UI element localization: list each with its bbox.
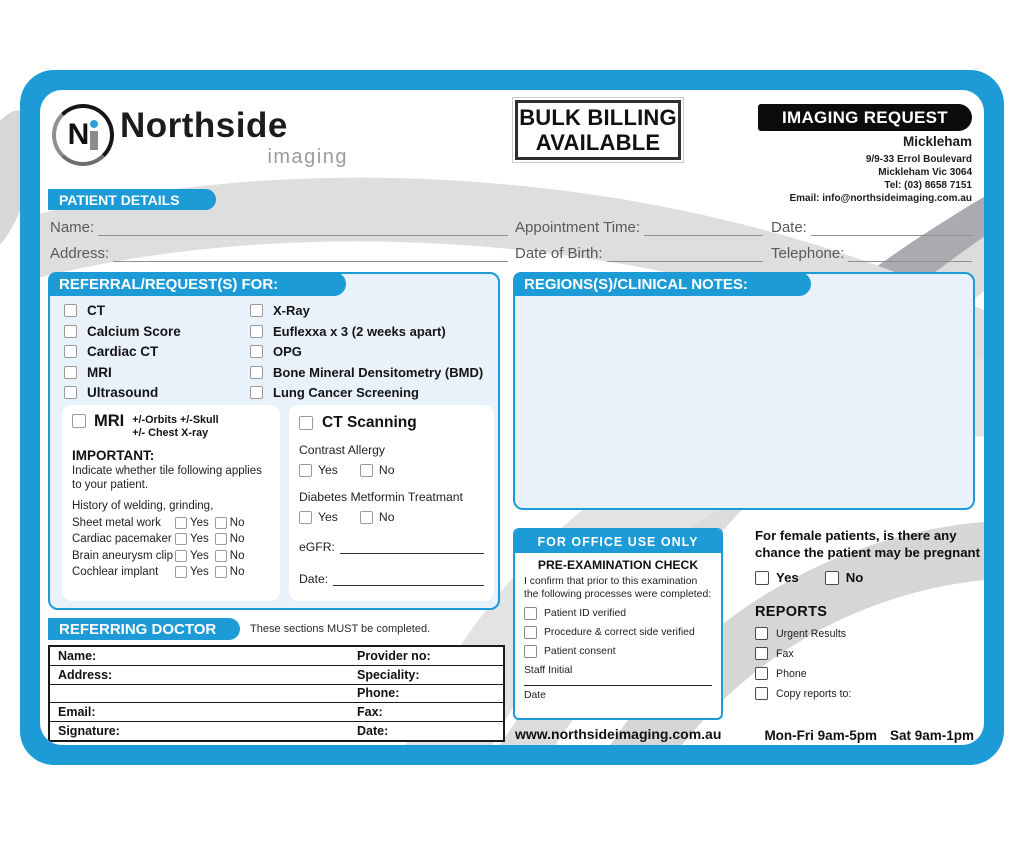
yes-label: Yes [318,510,338,524]
diabetes-metformin-label: Diabetes Metformin Treatmant [299,490,463,504]
aneurysm-clip-label: Brain aneurysm clip [72,549,173,562]
option-euflexxa [250,324,483,339]
table-row[interactable] [50,665,503,684]
bmd-label: Bone Mineral Densitometry (BMD) [273,364,484,380]
diabetes-yes-checkbox[interactable] [299,511,312,524]
report-item-fax [755,647,975,660]
ct-date-label: Date: [299,572,329,586]
form-panel [40,90,984,745]
name-label: Name: [50,219,95,236]
date-input-line[interactable] [811,219,972,236]
office-item-procedure [524,626,712,639]
patient-details-header: PATIENT DETAILS [48,189,216,210]
mri-subtitle-line1: +/-Orbits +/-Skull [132,414,219,426]
xray-label: X-Ray [273,303,310,318]
clinical-notes-area[interactable] [521,298,967,502]
doctor-address-label: Address: [58,667,113,682]
lung-cancer-screening-checkbox[interactable] [250,386,263,399]
cochlear-implant-yes-checkbox[interactable] [175,566,187,578]
speciality-label: Speciality: [357,667,420,682]
yes-label: Yes [190,549,209,562]
egfr-label: eGFR: [299,540,335,554]
patient-id-label: Patient ID verified [544,608,627,619]
logo-wordmark: Northside [120,106,288,145]
pacemaker-no-checkbox[interactable] [215,533,227,545]
phone-label: Phone [776,667,807,680]
no-label: No [229,549,245,562]
consent-label: Patient consent [544,646,616,657]
mri-row-cochlear-implant [72,566,270,578]
address-field [50,242,508,262]
mri-row-aneurysm-clip [72,550,270,562]
procedure-label: Procedure & correct side verified [544,627,695,638]
mri-important-text: Indicate whether tile following applies to your patient. [72,465,262,491]
option-lung-cancer-screening [250,385,483,400]
mri-row-sheet-metal [72,517,270,529]
cardiac-ct-checkbox[interactable] [64,345,77,358]
yes-label: Yes [190,566,209,578]
clinic-phone: Tel: (03) 8658 7151 [884,180,972,191]
logo-i-dot [90,120,98,128]
clinic-name: Mickleham [902,134,972,149]
office-date-field[interactable]: Date [524,690,546,701]
appointment-time-input-line[interactable] [644,219,763,236]
referral-section-header: REFERRAL/REQUEST(S) FOR: [48,272,346,296]
signature-label: Signature: [58,724,120,739]
no-label: No [845,570,864,585]
clinic-email: Email: info@northsideimaging.com.au [789,193,972,204]
procedure-checkbox[interactable] [524,626,537,639]
office-item-consent [524,645,712,658]
bulk-billing-line2: AVAILABLE [535,130,661,155]
office-confirm-text: I confirm that prior to this examination the following processes were completed: [524,576,712,600]
pregnancy-question [755,528,980,585]
option-ct [64,303,181,318]
mri-subtitle-line2: +/- Chest X-ray [132,426,209,439]
logo [52,104,114,166]
phone-checkbox[interactable] [755,667,768,680]
doctor-date-label: Date: [357,724,389,739]
opg-checkbox[interactable] [250,345,263,358]
report-item-copy-reports [755,687,975,700]
patient-id-checkbox[interactable] [524,607,537,620]
table-row[interactable] [50,721,503,740]
referral-section [48,272,500,610]
no-label: No [378,463,395,477]
yes-label: Yes [776,570,799,585]
pregnancy-no-checkbox[interactable] [825,571,839,585]
ultrasound-label: Ultrasound [87,385,159,400]
referring-doctor-header: REFERRING DOCTOR [48,618,240,640]
saturday-hours: Sat 9am-1pm [889,728,974,743]
clinic-address-line2: Mickleham Vic 3064 [878,167,972,178]
sheet-metal-no-checkbox[interactable] [215,517,227,529]
option-bmd [250,365,483,380]
mri-label: MRI [87,364,112,380]
mri-important-label: IMPORTANT: [72,448,155,463]
appointment-time-field [515,216,763,236]
staff-initial-field[interactable]: Staff Initial [524,665,712,686]
option-mri [64,365,181,380]
doctor-phone-label: Phone: [357,686,400,701]
name-input-line[interactable] [98,219,508,236]
doctor-name-label: Name: [58,648,97,663]
ct-label: CT [87,303,105,318]
sheet-metal-label: Sheet metal work [72,516,161,529]
ct-scanning-panel [289,405,494,601]
date-of-birth-field [515,242,763,262]
provider-no-label: Provider no: [357,648,431,663]
pregnancy-yes-checkbox[interactable] [755,571,769,585]
contrast-yes-checkbox[interactable] [299,464,312,477]
opg-label: OPG [273,344,302,359]
urgent-results-label: Urgent Results [776,627,847,640]
calcium-score-label: Calcium Score [87,323,181,339]
pregnancy-question-line1: For female patients, is there any [755,528,957,543]
report-item-phone [755,667,975,680]
yes-label: Yes [318,463,338,477]
imaging-request-title: IMAGING REQUEST [758,104,972,131]
egfr-field [299,540,484,554]
urgent-results-checkbox[interactable] [755,627,768,640]
aneurysm-clip-no-checkbox[interactable] [215,550,227,562]
copy-reports-checkbox[interactable] [755,687,768,700]
ct-scanning-title: CT Scanning [322,414,417,431]
fax-checkbox[interactable] [755,647,768,660]
logo-i-stem [90,131,98,150]
calcium-score-checkbox[interactable] [64,325,77,338]
logo-tagline: imaging [267,146,348,168]
doctor-email-label: Email: [58,705,96,720]
pregnancy-question-line2: chance the patient may be pregnant [755,544,980,560]
regions-section-header: REGIONS(S)/CLINICAL NOTES: [513,272,811,296]
referring-doctor-table [48,645,505,742]
option-cardiac-ct [64,344,181,359]
cochlear-implant-label: Cochlear implant [72,566,159,578]
ct-checkbox[interactable] [64,304,77,317]
lung-cancer-screening-label: Lung Cancer Screening [273,385,419,400]
no-label: No [229,516,245,529]
euflexxa-label: Euflexxa x 3 (2 weeks apart) [273,323,446,339]
euflexxa-checkbox[interactable] [250,325,263,338]
referring-doctor-note: These sections MUST be completed. [250,623,431,635]
option-opg [250,344,483,359]
sheet-metal-yes-checkbox[interactable] [175,517,187,529]
yes-label: Yes [190,516,209,529]
address-label: Address: [50,245,110,262]
name-field [50,216,508,236]
report-item-urgent [755,627,975,640]
pre-examination-title: PRE-EXAMINATION CHECK [537,558,699,572]
doctor-fax-label: Fax: [357,705,383,720]
cardiac-ct-label: Cardiac CT [87,344,159,359]
yes-label: Yes [190,533,209,545]
no-label: No [229,566,245,578]
appointment-time-label: Appointment Time: [515,219,641,236]
ct-date-input-line[interactable] [333,573,484,586]
opening-hours [764,728,974,743]
telephone-field [771,242,972,262]
aneurysm-clip-yes-checkbox[interactable] [175,550,187,562]
date-field [771,216,972,236]
mri-panel [62,405,280,601]
telephone-input-line[interactable] [848,245,972,262]
option-xray [250,303,483,318]
mri-panel-checkbox[interactable] [72,414,86,428]
reports-section [755,604,975,700]
table-row[interactable] [50,684,503,703]
fax-label: Fax [776,647,794,660]
cochlear-implant-no-checkbox[interactable] [215,566,227,578]
egfr-input-line[interactable] [340,541,484,554]
reports-title: REPORTS [755,604,828,620]
website-url: www.northsideimaging.com.au [515,726,722,742]
mri-checkbox[interactable] [64,366,77,379]
copy-reports-label: Copy reports to: [776,687,852,700]
contrast-allergy-label: Contrast Allergy [299,443,386,457]
bulk-billing-badge [515,100,681,160]
mri-panel-title: MRI [94,412,125,430]
form-frame [20,70,1004,765]
pacemaker-label: Cardiac pacemaker [72,533,172,545]
logo-monogram-n: N [67,118,90,151]
address-input-line[interactable] [113,245,508,262]
referral-options-left [64,303,181,400]
bmd-checkbox[interactable] [250,366,263,379]
weekday-hours: Mon-Fri 9am-5pm [764,728,877,743]
date-label: Date: [771,219,807,236]
mri-row-pacemaker [72,533,270,545]
mri-panel-subtitle [132,414,218,439]
date-of-birth-label: Date of Birth: [515,245,603,262]
ct-scanning-checkbox[interactable] [299,416,313,430]
consent-checkbox[interactable] [524,645,537,658]
date-of-birth-input-line[interactable] [607,245,763,262]
contrast-no-checkbox[interactable] [360,464,373,477]
option-ultrasound [64,385,181,400]
option-calcium-score [64,324,181,339]
office-item-patient-id [524,607,712,620]
diabetes-no-checkbox[interactable] [360,511,373,524]
regions-section [513,272,975,510]
ct-date-field [299,572,484,586]
clinic-location-block [789,134,972,205]
table-row[interactable] [50,647,503,665]
no-label: No [229,533,245,545]
bulk-billing-line1: BULK BILLING [519,105,677,130]
pacemaker-yes-checkbox[interactable] [175,533,187,545]
referral-options-right [250,303,483,400]
clinic-address-line1: 9/9-33 Errol Boulevard [865,154,972,165]
pregnancy-yesno [755,570,980,585]
logo-monogram-i [90,120,98,150]
mri-history-text: History of welding, grinding, [72,500,214,512]
diabetes-yesno [299,510,484,524]
contrast-allergy-yesno [299,463,484,477]
telephone-label: Telephone: [771,245,845,262]
office-use-section [513,528,723,720]
xray-checkbox[interactable] [250,304,263,317]
ultrasound-checkbox[interactable] [64,386,77,399]
table-row[interactable] [50,702,503,721]
office-use-header: FOR OFFICE USE ONLY [515,530,721,553]
no-label: No [378,510,395,524]
